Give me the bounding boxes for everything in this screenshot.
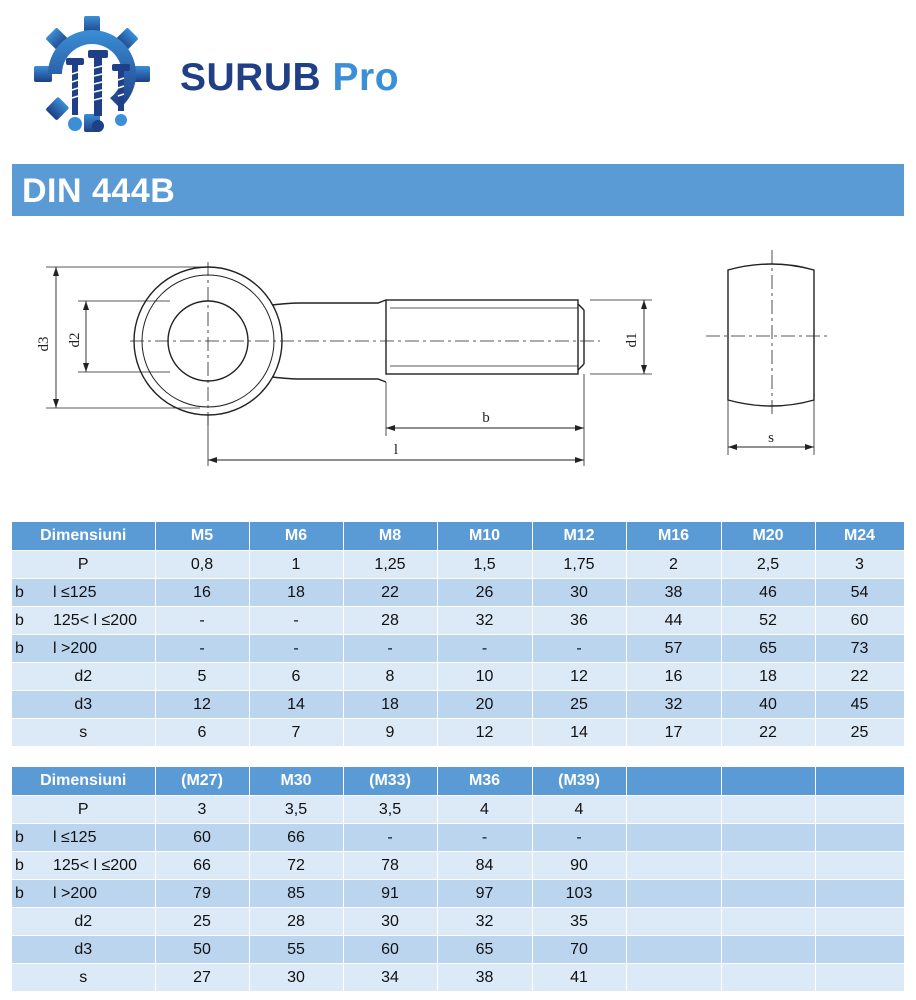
table-cell: 85: [249, 880, 343, 908]
table-cell: 12: [532, 663, 626, 691]
table-cell: 25: [815, 719, 904, 747]
table-row: [12, 908, 904, 936]
table-cell: 65: [437, 936, 532, 964]
table-cell: 79: [155, 880, 249, 908]
table-cell: 32: [626, 691, 721, 719]
table-cell: -: [155, 607, 249, 635]
table-cell: [721, 852, 815, 880]
table-cell: [721, 936, 815, 964]
table-row: [12, 936, 904, 964]
row-label-cell: [12, 824, 155, 852]
table-cell: 84: [437, 852, 532, 880]
row-label-cell: [12, 579, 155, 607]
table-cell: 28: [249, 908, 343, 936]
column-header: M16: [626, 522, 721, 551]
row-label-cell: [12, 635, 155, 663]
table-cell: 9: [343, 719, 437, 747]
table-cell: 25: [155, 908, 249, 936]
row-prefix: b: [15, 828, 24, 846]
column-header: M5: [155, 522, 249, 551]
table-cell: 18: [249, 579, 343, 607]
table-cell: 3,5: [343, 796, 437, 824]
table-cell: 8: [343, 663, 437, 691]
row-label: d3: [74, 695, 93, 713]
table-cell: 18: [343, 691, 437, 719]
row-label: l >200: [53, 884, 98, 902]
table-cell: 32: [437, 908, 532, 936]
table-cell: -: [437, 635, 532, 663]
column-header: M20: [721, 522, 815, 551]
table-cell: 91: [343, 880, 437, 908]
row-label: s: [79, 968, 88, 986]
table-row: [12, 579, 904, 607]
table-row: [12, 663, 904, 691]
table-cell: 54: [815, 579, 904, 607]
brand-name: [180, 56, 399, 100]
table-row: [12, 607, 904, 635]
table-cell: 57: [626, 635, 721, 663]
table-cell: 44: [626, 607, 721, 635]
table-cell: 1,5: [437, 551, 532, 579]
brand-logo: [28, 12, 408, 138]
table-cell: [815, 964, 904, 992]
table-cell: [815, 824, 904, 852]
gear-with-screws-icon: [28, 12, 158, 138]
row-label: 125< l ≤200: [53, 611, 137, 629]
technical-drawing: [0, 240, 916, 480]
table-header-row: [12, 767, 904, 796]
dimensions-table-1: [12, 522, 905, 746]
table-cell: [815, 852, 904, 880]
table-cell: 5: [155, 663, 249, 691]
column-header: M8: [343, 522, 437, 551]
table-cell: 4: [532, 796, 626, 824]
table-cell: 30: [249, 964, 343, 992]
table-cell: 20: [437, 691, 532, 719]
table-cell: 97: [437, 880, 532, 908]
row-label: d2: [74, 667, 93, 685]
table-cell: 16: [626, 663, 721, 691]
table-cell: 103: [532, 880, 626, 908]
brand-name-part2: Pro: [332, 56, 400, 99]
table-cell: 3,5: [249, 796, 343, 824]
table-cell: [721, 880, 815, 908]
table-cell: 41: [532, 964, 626, 992]
table-row: [12, 635, 904, 663]
table-cell: 22: [815, 663, 904, 691]
table-cell: 22: [721, 719, 815, 747]
table-cell: [626, 908, 721, 936]
table-cell: 6: [249, 663, 343, 691]
table-cell: 38: [626, 579, 721, 607]
column-header: [815, 767, 904, 796]
row-label: l ≤125: [53, 583, 97, 601]
table-cell: 26: [437, 579, 532, 607]
table-cell: 14: [249, 691, 343, 719]
table-cell: [626, 936, 721, 964]
table-cell: -: [532, 635, 626, 663]
table-cell: 1,75: [532, 551, 626, 579]
table-cell: [626, 852, 721, 880]
table-cell: 16: [155, 579, 249, 607]
row-label-cell: [12, 908, 155, 936]
label-l: l: [393, 442, 399, 458]
table-row: [12, 719, 904, 747]
column-header: M12: [532, 522, 626, 551]
table-cell: [815, 908, 904, 936]
table-cell: 66: [155, 852, 249, 880]
table-cell: 7: [249, 719, 343, 747]
row-label-cell: [12, 719, 155, 747]
row-label: s: [79, 723, 88, 741]
table-cell: 60: [343, 936, 437, 964]
table-cell: [815, 796, 904, 824]
table-cell: [626, 796, 721, 824]
row-label: d2: [74, 912, 93, 930]
header-label: Dimensiuni: [12, 522, 155, 551]
table-row: [12, 852, 904, 880]
table-cell: 30: [532, 579, 626, 607]
row-prefix: b: [15, 611, 24, 629]
table-cell: 30: [343, 908, 437, 936]
column-header: (M33): [343, 767, 437, 796]
table-cell: 6: [155, 719, 249, 747]
table-cell: 12: [155, 691, 249, 719]
table-cell: [815, 936, 904, 964]
table-cell: 18: [721, 663, 815, 691]
table-cell: 32: [437, 607, 532, 635]
table-cell: [626, 880, 721, 908]
table-row: [12, 551, 904, 579]
table-cell: 3: [815, 551, 904, 579]
table-cell: 2: [626, 551, 721, 579]
label-b: b: [482, 410, 490, 426]
column-header: M30: [249, 767, 343, 796]
brand-name-part1: SURUB: [180, 56, 322, 99]
table-cell: [626, 824, 721, 852]
row-label: d3: [74, 940, 93, 958]
table-cell: 46: [721, 579, 815, 607]
table-cell: 4: [437, 796, 532, 824]
row-label-cell: [12, 607, 155, 635]
column-header: M36: [437, 767, 532, 796]
row-label-cell: [12, 852, 155, 880]
table-cell: [721, 908, 815, 936]
table-cell: -: [249, 635, 343, 663]
label-d3: d3: [36, 336, 52, 352]
row-label: P: [77, 555, 89, 573]
label-d2: d2: [67, 332, 83, 348]
table-cell: 27: [155, 964, 249, 992]
column-header: [721, 767, 815, 796]
page-title: DIN 444B: [22, 172, 176, 210]
label-s: s: [768, 430, 774, 446]
table-cell: 17: [626, 719, 721, 747]
table-cell: 12: [437, 719, 532, 747]
table-cell: 2,5: [721, 551, 815, 579]
label-d1: d1: [624, 332, 640, 348]
table-cell: 60: [815, 607, 904, 635]
row-label-cell: [12, 663, 155, 691]
table-row: [12, 824, 904, 852]
table-cell: 50: [155, 936, 249, 964]
table-cell: -: [532, 824, 626, 852]
table-cell: 10: [437, 663, 532, 691]
table-cell: 40: [721, 691, 815, 719]
table-cell: 65: [721, 635, 815, 663]
column-header: (M27): [155, 767, 249, 796]
table-cell: 52: [721, 607, 815, 635]
table-cell: [721, 796, 815, 824]
table-row: [12, 691, 904, 719]
table-cell: 45: [815, 691, 904, 719]
table-cell: 28: [343, 607, 437, 635]
row-label-cell: [12, 551, 155, 579]
table-cell: 70: [532, 936, 626, 964]
row-label-cell: [12, 936, 155, 964]
table-cell: [626, 964, 721, 992]
column-header: [626, 767, 721, 796]
table-cell: 90: [532, 852, 626, 880]
table-cell: 3: [155, 796, 249, 824]
table-cell: 72: [249, 852, 343, 880]
table-row: [12, 880, 904, 908]
column-header: M24: [815, 522, 904, 551]
table-cell: 14: [532, 719, 626, 747]
threaded-shank: [386, 300, 578, 374]
title-bar: [12, 164, 904, 216]
table-cell: 78: [343, 852, 437, 880]
table-cell: 22: [343, 579, 437, 607]
table-cell: 1: [249, 551, 343, 579]
table-cell: 35: [532, 908, 626, 936]
row-label-cell: [12, 964, 155, 992]
row-prefix: b: [15, 884, 24, 902]
side-view-outline: [728, 264, 814, 406]
table-cell: 34: [343, 964, 437, 992]
table-cell: 25: [532, 691, 626, 719]
dimensions-table-2: [12, 767, 905, 991]
row-prefix: b: [15, 639, 24, 657]
row-label: P: [77, 800, 89, 818]
table-cell: [815, 880, 904, 908]
table-cell: 0,8: [155, 551, 249, 579]
table-cell: 60: [155, 824, 249, 852]
table-cell: 1,25: [343, 551, 437, 579]
table-row: [12, 796, 904, 824]
column-header: (M39): [532, 767, 626, 796]
table-cell: -: [155, 635, 249, 663]
row-label: l ≤125: [53, 828, 97, 846]
table-cell: 36: [532, 607, 626, 635]
table-header-row: [12, 522, 904, 551]
table-cell: 66: [249, 824, 343, 852]
row-prefix: b: [15, 583, 24, 601]
table-cell: 55: [249, 936, 343, 964]
row-label-cell: [12, 691, 155, 719]
table-cell: -: [343, 635, 437, 663]
row-label: 125< l ≤200: [53, 856, 137, 874]
table-cell: 38: [437, 964, 532, 992]
table-cell: [721, 964, 815, 992]
table-cell: [721, 824, 815, 852]
column-header: M6: [249, 522, 343, 551]
header-label: Dimensiuni: [12, 767, 155, 796]
table-cell: -: [343, 824, 437, 852]
row-prefix: b: [15, 856, 24, 874]
column-header: M10: [437, 522, 532, 551]
table-cell: -: [437, 824, 532, 852]
row-label: l >200: [53, 639, 98, 657]
table-cell: -: [249, 607, 343, 635]
row-label-cell: [12, 880, 155, 908]
table-row: [12, 964, 904, 992]
row-label-cell: [12, 796, 155, 824]
table-cell: 73: [815, 635, 904, 663]
